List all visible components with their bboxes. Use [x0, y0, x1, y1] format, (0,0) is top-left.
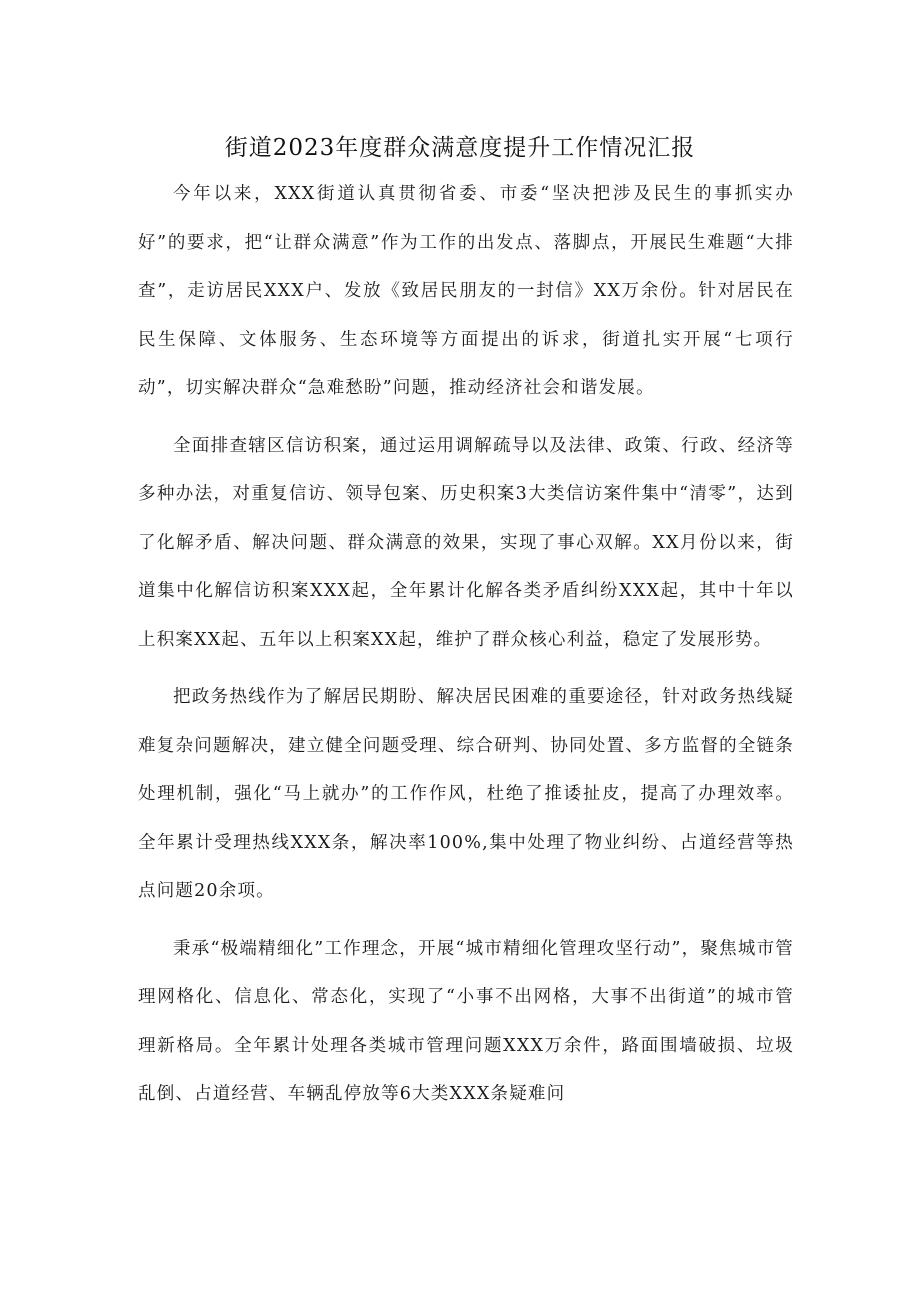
paragraph-intro: 今年以来，XXX街道认真贯彻省委、市委“坚决把涉及民生的事抓实办好”的要求，把“让群众满意”作为工作的出发点、落脚点，开展民生难题“大排查”，走访居民XXX户、发放《致居民朋友的一封信》XX万余份。针对居民在民生保障、文体服务、生态环境等方面提出的诉求，街道扎实开展“七项行动”，切实解决群众“急难愁盼”问题，推动经济社会和谐发展。 — [138, 184, 794, 398]
document-title: 街道2023年度群众满意度提升工作情况汇报 — [224, 135, 696, 161]
document-body — [138, 170, 794, 1128]
paragraph-petitions: 全面排查辖区信访积案，通过运用调解疏导以及法律、政策、行政、经济等多种办法，对重复信访、领导包案、历史积案3大类信访案件集中“清零”，达到了化解矛盾、解决问题、群众满意的效果，实现了事心双解。XX月份以来，街道集中化解信访积案XXX起，全年累计化解各类矛盾纠纷XXX起，其中十年以上积案XX起、五年以上积案XX起，维护了群众核心利益，稳定了发展形势。 — [138, 435, 794, 650]
paragraph-city-management: 秉承“极端精细化”工作理念，开展“城市精细化管理攻坚行动”，聚焦城市管理网格化、信息化、常态化，实现了“小事不出网格，大事不出街道”的城市管理新格局。全年累计处理各类城市管理问题XXX万余件，路面围墙破损、垃圾乱倒、占道经营、车辆乱停放等6大类XXX条疑难问 — [138, 938, 794, 1104]
paragraph-hotline: 把政务热线作为了解居民期盼、解决居民困难的重要途径，针对政务热线疑难复杂问题解决，建立健全问题受理、综合研判、协同处置、多方监督的全链条处理机制，强化“马上就办”的工作作风，杜绝了推诿扯皮，提高了办理效率。全年累计受理热线XXX条，解决率100%,集中处理了物业纠纷、占道经营等热点问题20余项。 — [138, 687, 794, 901]
